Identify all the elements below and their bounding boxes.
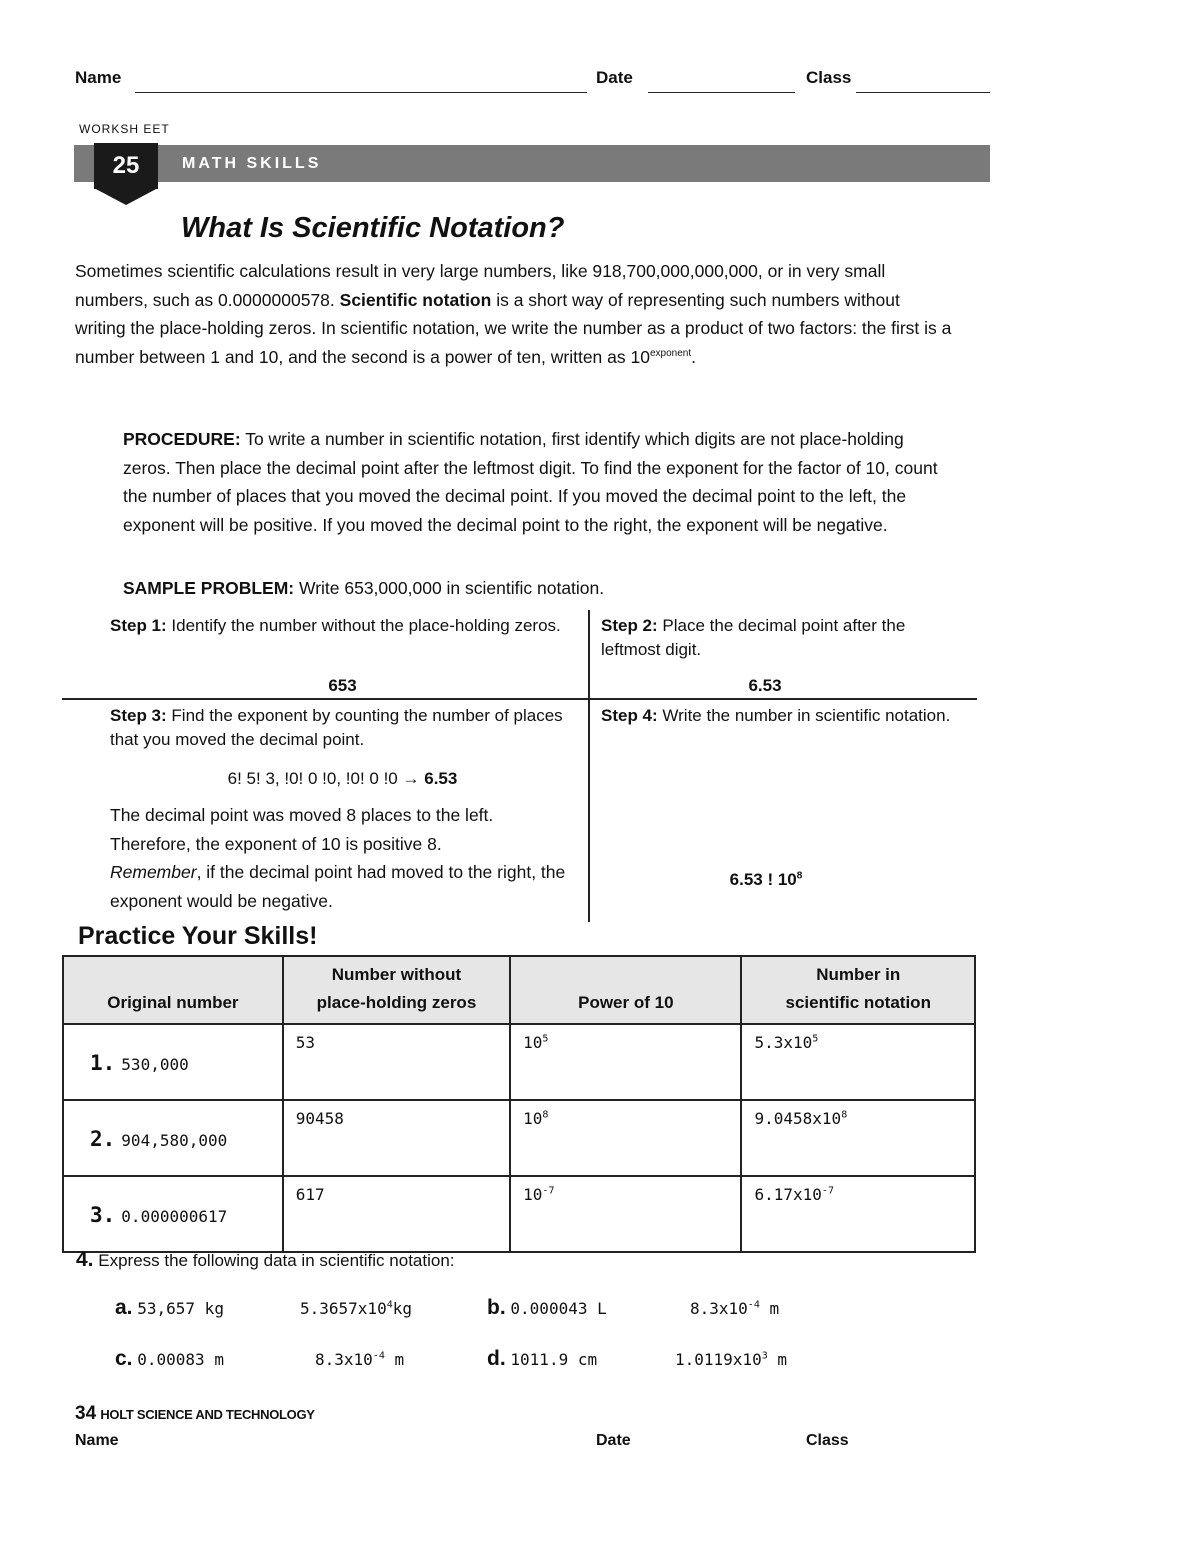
footer-publisher-line [75,1403,315,1425]
header-original [63,956,283,1024]
step-4-text: Write the number in scientific notation. [657,706,951,725]
q4-b-answer[interactable] [690,1299,779,1318]
header-original-text: Original number [107,993,239,1012]
procedure-label: PROCEDURE: [123,429,241,449]
practice-table [62,955,976,1253]
original-cell [63,1176,283,1252]
without-value: 90458 [295,1109,344,1128]
step-2-text: Place the decimal point after the leftmost digit. [601,616,906,659]
power-base: 10 [523,1033,543,1052]
q4-d-answer[interactable] [675,1350,787,1369]
step-4-label: Step 4: [601,706,658,725]
step-3-expl-2: Therefore, the exponent of 10 is positive 8. [110,833,442,854]
intro-text-2: is a short way of representing such numbers without writing the place-holding zeros. In scientific notation, we write the number as a product of two factors: the first is a number between 1 and 10, and the second is a power of ten, written as 10 [75,289,952,367]
table-row [63,1024,975,1100]
step-3-text: Find the exponent by counting the number of places that you moved the decimal point. [110,706,563,749]
q4-c-ans-base: 8.3x10 [315,1350,373,1369]
table-row [63,1176,975,1252]
sci-exp: 8 [841,1109,848,1121]
worksheet-number: 25 [112,152,140,179]
without-cell[interactable] [283,1024,510,1100]
q4-d-ans-exp: 3 [761,1350,768,1362]
row-number: 1. [90,1051,116,1075]
header-power-text: Power of 10 [578,993,674,1012]
q4-c [115,1347,224,1371]
step-4 [601,704,951,728]
sci-cell[interactable] [741,1100,975,1176]
power-exp: 5 [542,1033,549,1045]
footer-name-label: Name [75,1432,119,1449]
header-sci-1: Number in [816,965,901,984]
row-number: 2. [90,1127,116,1151]
step-3-expl-1: The decimal point was moved 8 places to the left. [110,805,494,825]
name-label: Name [75,68,122,87]
step-4-result-exp: 8 [796,870,803,882]
q4-d-ans-unit: m [767,1350,787,1369]
original-cell [63,1100,283,1176]
q4-b [487,1296,607,1320]
date-label: Date [596,68,633,87]
q4-a-ans-exp: 4 [386,1299,393,1311]
original-value: 904,580,000 [121,1131,228,1150]
row-number: 3. [90,1203,116,1227]
header-sci [741,956,975,1024]
sci-value [742,1101,974,1128]
header-without [283,956,510,1024]
sci-cell[interactable] [741,1024,975,1100]
original-value: 0.000000617 [121,1207,228,1226]
class-field[interactable] [856,92,990,93]
sci-base: 5.3x10 [754,1033,813,1052]
sci-exp: 5 [812,1033,819,1045]
q4-d-label: d. [487,1347,506,1370]
sci-cell[interactable] [741,1176,975,1252]
q4-c-answer[interactable] [315,1350,404,1369]
header-without-2: place-holding zeros [316,993,477,1012]
q4-a-value: 53,657 kg [137,1299,224,1318]
sample-problem [123,574,604,603]
sci-exp: -7 [821,1185,834,1197]
power-cell[interactable] [510,1024,741,1100]
power-cell[interactable] [510,1176,741,1252]
without-value: 53 [295,1033,316,1052]
intro-text-1: Sometimes scientific calculations result in very large numbers, like 918,700,000,000,000, or in very small numbers, such as 0.0000000578. [75,261,886,310]
step-3-expl-3 [110,858,580,915]
intro-term: Scientific notation [339,289,492,310]
step-3-work [110,767,575,791]
intro-text-3: . [691,346,696,367]
q4-b-ans-base: 8.3x10 [690,1299,748,1318]
q4-c-ans-exp: -4 [372,1350,385,1362]
name-field[interactable] [135,92,587,93]
step-4-result-base: 6.53 ! 10 [729,870,797,889]
worksheet-number-badge [94,143,158,189]
original-cell [63,1024,283,1100]
practice-title: Practice Your Skills! [78,922,318,950]
intro-paragraph [75,257,955,371]
q4-d [487,1347,597,1371]
power-exp: -7 [542,1185,555,1197]
q4-a [115,1296,224,1320]
without-value: 617 [295,1185,325,1204]
steps-divider-horizontal [62,698,977,700]
without-cell[interactable] [283,1100,510,1176]
q4-b-label: b. [487,1296,506,1319]
q4-a-ans-base: 5.3657x10 [300,1299,387,1318]
power-value [511,1101,740,1128]
step-3-work-result: 6.53 [424,769,458,788]
q4-d-value: 1011.9 cm [510,1350,598,1369]
worksheet-label: WORKSH EET [79,122,170,136]
sample-label: SAMPLE PROBLEM: [123,578,295,598]
q4-a-label: a. [115,1296,133,1319]
q4-b-ans-unit: m [759,1299,780,1318]
without-cell[interactable] [283,1176,510,1252]
q4-prompt-text: Express the following data in scientific notation: [98,1251,455,1270]
q4-c-value: 0.00083 m [137,1350,224,1369]
step-3-work-text: 6! 5! 3, !0! 0 !0, !0! 0 !0 → [227,769,420,788]
header-sci-2: scientific notation [785,993,931,1012]
step-2-label: Step 2: [601,616,658,635]
page-number: 34 [75,1403,97,1424]
q4-prompt [76,1248,455,1272]
steps-divider-vertical [588,610,590,922]
procedure-paragraph [123,425,953,539]
procedure-text: To write a number in scientific notation, first identify which digits are not place-holding zeros. Then place the decimal point after the leftmost digit. To find the exponent for the factor of 10, count the number of places that you moved the decimal point. If you moved the decimal point to the left, the exponent will be positive. If you moved the decimal point to the right, the exponent will be negative. [123,429,938,535]
step-3-label: Step 3: [110,706,167,725]
date-field[interactable] [648,92,795,93]
class-label: Class [806,68,852,87]
step-3-expl-3-text: , if the decimal point had moved to the right, the exponent would be negative. [110,862,566,911]
step-3-explanation [110,801,580,915]
badge-tab-shape [94,188,158,206]
step-4-result [601,868,931,892]
sci-base: 9.0458x10 [754,1109,842,1128]
q4-c-label: c. [115,1347,133,1370]
footer-date-label: Date [596,1432,631,1449]
q4-d-ans-base: 1.0119x10 [675,1350,762,1369]
sci-base: 6.17x10 [754,1185,822,1204]
header-power [510,956,741,1024]
q4-a-answer[interactable] [300,1299,412,1318]
step-1-text: Identify the number without the place-holding zeros. [166,616,561,635]
sci-value [742,1177,974,1204]
power-value [511,1177,740,1204]
original-value: 530,000 [121,1055,189,1074]
q4-b-ans-exp: -4 [747,1299,760,1311]
step-2 [601,614,961,662]
q4-b-value: 0.000043 L [510,1299,607,1318]
step-1 [110,614,570,638]
power-base: 10 [523,1109,543,1128]
header-without-1: Number without [331,965,462,984]
power-value [511,1025,740,1052]
power-exp: 8 [542,1109,549,1121]
intro-exponent: exponent [649,347,692,359]
step-2-result: 6.53 [748,676,782,695]
step-3-remember: Remember [110,862,197,882]
publisher: HOLT SCIENCE AND TECHNOLOGY [100,1407,315,1422]
step-3 [110,704,580,752]
page-title: What Is Scientific Notation? [181,212,565,244]
step-1-label: Step 1: [110,616,167,635]
step-1-result: 653 [328,676,357,695]
power-cell[interactable] [510,1100,741,1176]
sci-value [742,1025,974,1052]
q4-c-ans-unit: m [384,1350,405,1369]
q4-number: 4. [76,1248,94,1271]
sample-text: Write 653,000,000 in scientific notation. [294,578,605,598]
table-row [63,1100,975,1176]
footer-class-label: Class [806,1432,849,1449]
q4-a-ans-unit: kg [392,1299,412,1318]
practice-header-row [63,956,975,1024]
power-base: 10 [523,1185,543,1204]
worksheet-category: MATH SKILLS [182,155,322,172]
